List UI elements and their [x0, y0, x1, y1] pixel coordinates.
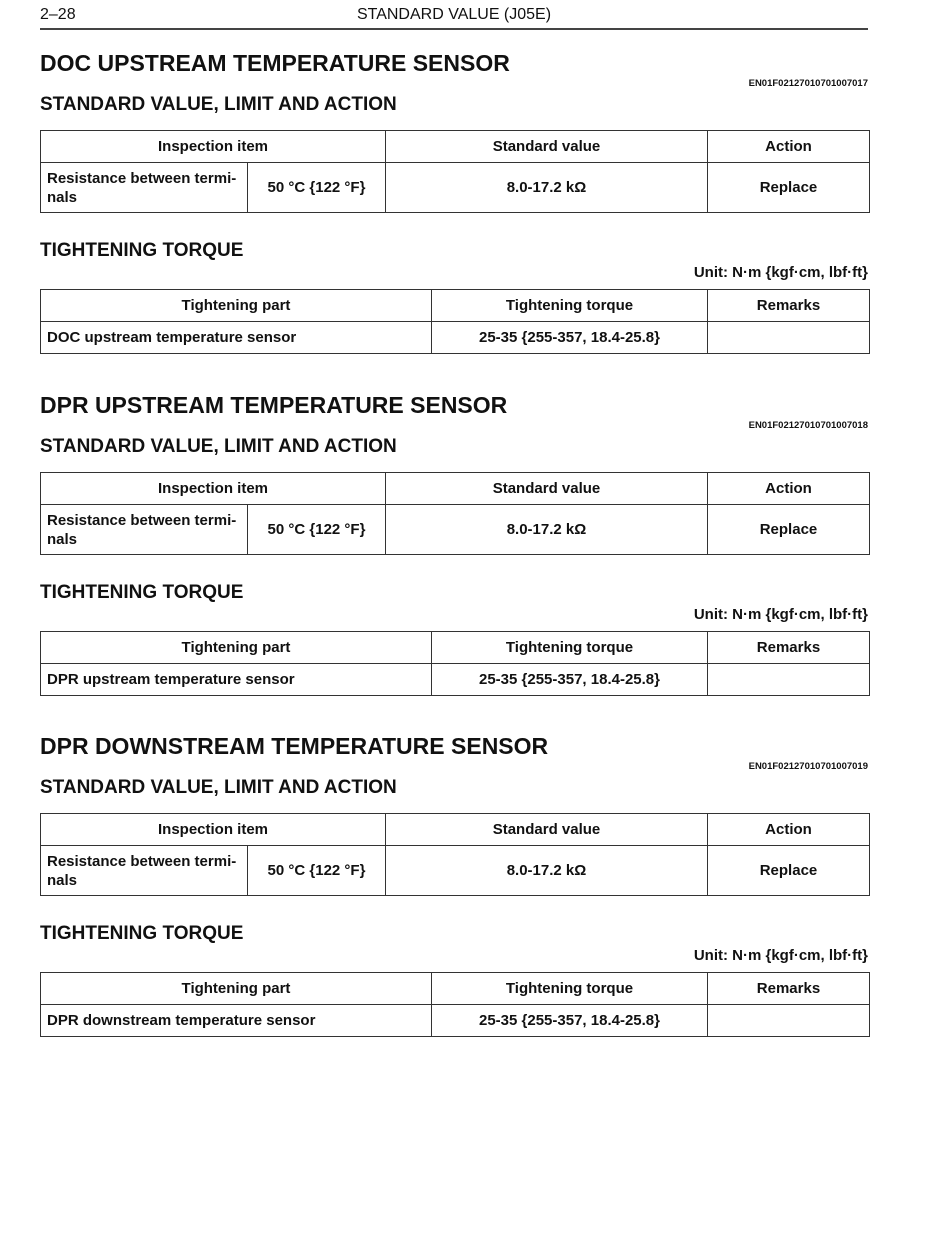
table-header-row — [41, 973, 870, 1005]
cell-condition: 50 °C {122 °F} — [248, 163, 386, 213]
cell-tightening-part: DPR downstream temperature sensor — [41, 1005, 432, 1037]
cell-tightening-part: DOC upstream temperature sensor — [41, 322, 432, 354]
document-code: EN01F02127010701007019 — [748, 761, 868, 772]
header-remarks: Remarks — [708, 973, 870, 1005]
header-inspection-item: Inspection item — [41, 814, 386, 846]
header-remarks: Remarks — [708, 290, 870, 322]
page-number: 2–28 — [40, 6, 76, 23]
standard-value-table — [40, 472, 870, 555]
tightening-torque-table — [40, 972, 870, 1037]
header-tightening-torque: Tightening torque — [432, 973, 708, 1005]
standard-value-table — [40, 813, 870, 896]
document-code: EN01F02127010701007018 — [748, 420, 868, 431]
table-row — [41, 1005, 870, 1037]
table-header-row — [41, 473, 870, 505]
table-row — [41, 163, 870, 213]
table-row — [41, 664, 870, 696]
cell-inspection-item: Resistance between termi-nals — [41, 163, 248, 213]
header-inspection-item: Inspection item — [41, 473, 386, 505]
tightening-torque-heading: TIGHTENING TORQUE — [40, 923, 244, 944]
header-remarks: Remarks — [708, 632, 870, 664]
header-tightening-torque: Tightening torque — [432, 290, 708, 322]
tightening-torque-heading: TIGHTENING TORQUE — [40, 240, 244, 261]
cell-standard-value: 8.0-17.2 kΩ — [386, 163, 708, 213]
header-tightening-part: Tightening part — [41, 290, 432, 322]
header-action: Action — [708, 473, 870, 505]
cell-tightening-torque: 25-35 {255-357, 18.4-25.8} — [432, 322, 708, 354]
header-standard-value: Standard value — [386, 473, 708, 505]
standard-value-heading: STANDARD VALUE, LIMIT AND ACTION — [40, 94, 397, 115]
tightening-torque-table — [40, 631, 870, 696]
page-header — [40, 4, 868, 30]
unit-label: Unit: N·m {kgf·cm, lbf·ft} — [693, 606, 868, 623]
cell-action: Replace — [708, 846, 870, 896]
table-header-row — [41, 632, 870, 664]
table-header-row — [41, 290, 870, 322]
tightening-torque-table — [40, 289, 870, 354]
cell-tightening-torque: 25-35 {255-357, 18.4-25.8} — [432, 1005, 708, 1037]
cell-standard-value: 8.0-17.2 kΩ — [386, 846, 708, 896]
cell-action: Replace — [708, 505, 870, 555]
header-standard-value: Standard value — [386, 814, 708, 846]
header-tightening-part: Tightening part — [41, 632, 432, 664]
header-tightening-torque: Tightening torque — [432, 632, 708, 664]
header-inspection-item: Inspection item — [41, 131, 386, 163]
header-tightening-part: Tightening part — [41, 973, 432, 1005]
tightening-torque-heading: TIGHTENING TORQUE — [40, 582, 244, 603]
cell-action: Replace — [708, 163, 870, 213]
cell-remarks — [708, 1005, 870, 1037]
cell-standard-value: 8.0-17.2 kΩ — [386, 505, 708, 555]
table-row — [41, 322, 870, 354]
header-action: Action — [708, 814, 870, 846]
table-header-row — [41, 131, 870, 163]
section-title: DOC UPSTREAM TEMPERATURE SENSOR — [40, 50, 510, 76]
unit-label: Unit: N·m {kgf·cm, lbf·ft} — [693, 947, 868, 964]
section-title: DPR UPSTREAM TEMPERATURE SENSOR — [40, 392, 508, 418]
table-row — [41, 505, 870, 555]
cell-inspection-item: Resistance between termi-nals — [41, 846, 248, 896]
cell-remarks — [708, 664, 870, 696]
standard-value-table — [40, 130, 870, 213]
standard-value-heading: STANDARD VALUE, LIMIT AND ACTION — [40, 777, 397, 798]
cell-remarks — [708, 322, 870, 354]
section-title: DPR DOWNSTREAM TEMPERATURE SENSOR — [40, 733, 549, 759]
header-action: Action — [708, 131, 870, 163]
cell-condition: 50 °C {122 °F} — [248, 505, 386, 555]
header-standard-value: Standard value — [386, 131, 708, 163]
cell-inspection-item: Resistance between termi-nals — [41, 505, 248, 555]
table-header-row — [41, 814, 870, 846]
table-row — [41, 846, 870, 896]
cell-condition: 50 °C {122 °F} — [248, 846, 386, 896]
cell-tightening-torque: 25-35 {255-357, 18.4-25.8} — [432, 664, 708, 696]
document-code: EN01F02127010701007017 — [748, 78, 868, 89]
running-title: STANDARD VALUE (J05E) — [356, 6, 552, 23]
standard-value-heading: STANDARD VALUE, LIMIT AND ACTION — [40, 436, 397, 457]
unit-label: Unit: N·m {kgf·cm, lbf·ft} — [693, 264, 868, 281]
cell-tightening-part: DPR upstream temperature sensor — [41, 664, 432, 696]
